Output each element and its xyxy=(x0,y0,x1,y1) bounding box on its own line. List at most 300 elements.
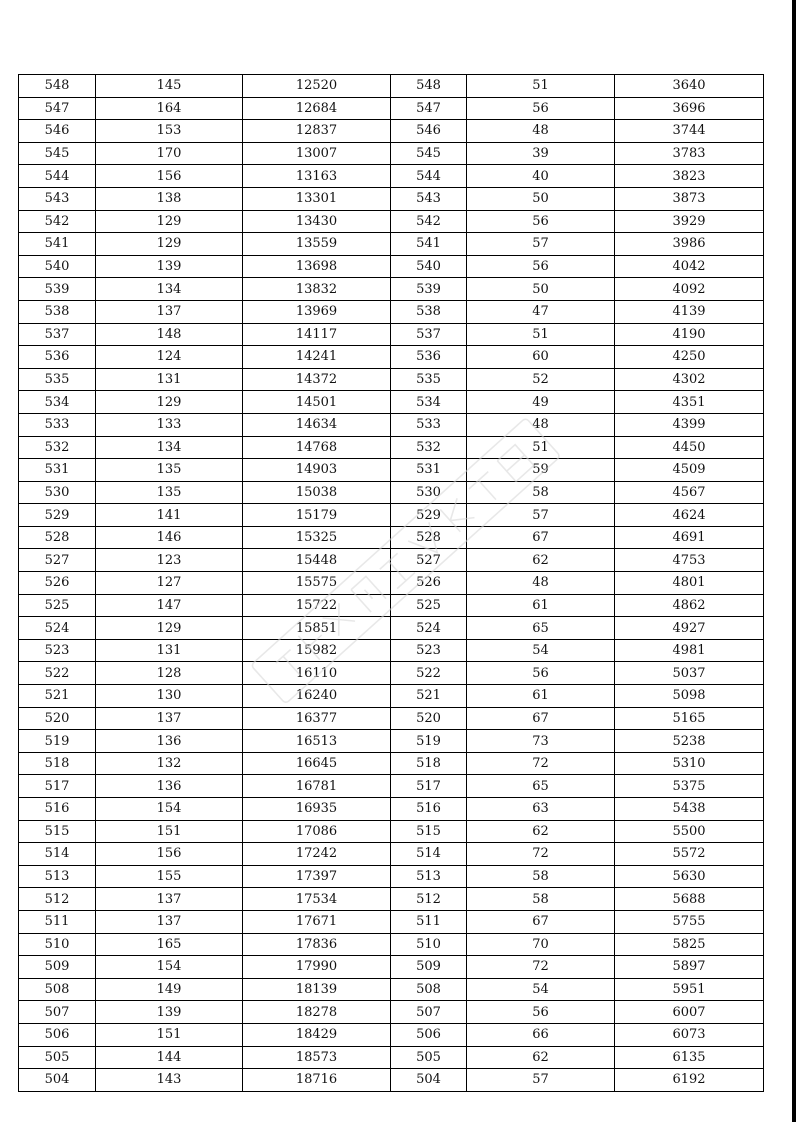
table-cell: 518 xyxy=(19,752,96,775)
table-cell: 4927 xyxy=(615,617,764,640)
table-row xyxy=(19,142,764,165)
table-cell: 536 xyxy=(19,346,96,369)
table-cell: 3873 xyxy=(615,187,764,210)
table-cell: 3640 xyxy=(615,75,764,98)
table-cell: 135 xyxy=(96,459,243,482)
table-row xyxy=(19,978,764,1001)
table-cell: 144 xyxy=(96,1046,243,1069)
table-cell: 6135 xyxy=(615,1046,764,1069)
table-cell: 14372 xyxy=(243,368,391,391)
table-cell: 15575 xyxy=(243,572,391,595)
table-cell: 58 xyxy=(467,481,615,504)
table-cell: 505 xyxy=(19,1046,96,1069)
table-cell: 4399 xyxy=(615,413,764,436)
table-cell: 130 xyxy=(96,685,243,708)
table-cell: 16240 xyxy=(243,685,391,708)
table-cell: 12837 xyxy=(243,120,391,143)
table-cell: 6192 xyxy=(615,1069,764,1092)
table-cell: 70 xyxy=(467,933,615,956)
table-cell: 5098 xyxy=(615,685,764,708)
table-cell: 62 xyxy=(467,820,615,843)
table-cell: 531 xyxy=(19,459,96,482)
table-cell: 164 xyxy=(96,97,243,120)
table-cell: 518 xyxy=(391,752,467,775)
table-row xyxy=(19,956,764,979)
table-cell: 48 xyxy=(467,413,615,436)
table-cell: 16377 xyxy=(243,707,391,730)
table-row xyxy=(19,300,764,323)
table-cell: 139 xyxy=(96,1001,243,1024)
table-cell: 145 xyxy=(96,75,243,98)
table-cell: 524 xyxy=(19,617,96,640)
table-cell: 533 xyxy=(391,413,467,436)
table-cell: 136 xyxy=(96,775,243,798)
table-row xyxy=(19,549,764,572)
table-cell: 136 xyxy=(96,730,243,753)
table-cell: 5951 xyxy=(615,978,764,1001)
table-cell: 5165 xyxy=(615,707,764,730)
table-cell: 540 xyxy=(391,255,467,278)
table-row xyxy=(19,120,764,143)
table-cell: 520 xyxy=(391,707,467,730)
table-cell: 512 xyxy=(391,888,467,911)
table-cell: 59 xyxy=(467,459,615,482)
table-cell: 154 xyxy=(96,956,243,979)
table-cell: 134 xyxy=(96,278,243,301)
table-cell: 62 xyxy=(467,549,615,572)
table-cell: 63 xyxy=(467,798,615,821)
table-cell: 530 xyxy=(19,481,96,504)
table-cell: 544 xyxy=(19,165,96,188)
table-cell: 135 xyxy=(96,481,243,504)
table-cell: 18573 xyxy=(243,1046,391,1069)
table-cell: 56 xyxy=(467,255,615,278)
table-cell: 40 xyxy=(467,165,615,188)
table-row xyxy=(19,278,764,301)
table-cell: 15179 xyxy=(243,504,391,527)
table-cell: 526 xyxy=(19,572,96,595)
table-cell: 62 xyxy=(467,1046,615,1069)
table-cell: 520 xyxy=(19,707,96,730)
table-cell: 149 xyxy=(96,978,243,1001)
table-cell: 57 xyxy=(467,1069,615,1092)
table-row xyxy=(19,75,764,98)
table-cell: 13832 xyxy=(243,278,391,301)
table-row xyxy=(19,685,764,708)
table-cell: 39 xyxy=(467,142,615,165)
table-cell: 510 xyxy=(19,933,96,956)
table-cell: 129 xyxy=(96,233,243,256)
table-cell: 60 xyxy=(467,346,615,369)
table-cell: 544 xyxy=(391,165,467,188)
table-body xyxy=(19,75,764,1092)
table-cell: 16645 xyxy=(243,752,391,775)
table-cell: 5755 xyxy=(615,910,764,933)
table-cell: 127 xyxy=(96,572,243,595)
table-cell: 146 xyxy=(96,526,243,549)
table-cell: 524 xyxy=(391,617,467,640)
table-cell: 517 xyxy=(391,775,467,798)
table-cell: 16513 xyxy=(243,730,391,753)
table-row xyxy=(19,888,764,911)
table-cell: 48 xyxy=(467,572,615,595)
table-cell: 547 xyxy=(391,97,467,120)
table-cell: 4801 xyxy=(615,572,764,595)
table-cell: 522 xyxy=(391,662,467,685)
table-row xyxy=(19,730,764,753)
table-cell: 504 xyxy=(19,1069,96,1092)
table-cell: 4302 xyxy=(615,368,764,391)
table-cell: 534 xyxy=(19,391,96,414)
table-cell: 525 xyxy=(391,594,467,617)
table-cell: 5438 xyxy=(615,798,764,821)
table-cell: 506 xyxy=(19,1023,96,1046)
table-cell: 5037 xyxy=(615,662,764,685)
table-cell: 548 xyxy=(391,75,467,98)
page-right-border xyxy=(792,0,796,1122)
table-cell: 5688 xyxy=(615,888,764,911)
table-cell: 532 xyxy=(19,436,96,459)
table-row xyxy=(19,752,764,775)
table-row xyxy=(19,187,764,210)
table-cell: 72 xyxy=(467,752,615,775)
table-cell: 539 xyxy=(391,278,467,301)
table-cell: 511 xyxy=(19,910,96,933)
table-cell: 49 xyxy=(467,391,615,414)
table-cell: 5572 xyxy=(615,843,764,866)
table-cell: 528 xyxy=(391,526,467,549)
table-cell: 61 xyxy=(467,594,615,617)
table-cell: 529 xyxy=(391,504,467,527)
table-cell: 529 xyxy=(19,504,96,527)
table-cell: 535 xyxy=(19,368,96,391)
table-cell: 4624 xyxy=(615,504,764,527)
table-cell: 15038 xyxy=(243,481,391,504)
table-cell: 3929 xyxy=(615,210,764,233)
table-cell: 15982 xyxy=(243,639,391,662)
table-cell: 17086 xyxy=(243,820,391,843)
table-cell: 147 xyxy=(96,594,243,617)
table-row xyxy=(19,165,764,188)
table-cell: 51 xyxy=(467,436,615,459)
table-row xyxy=(19,368,764,391)
table-cell: 514 xyxy=(391,843,467,866)
table-cell: 538 xyxy=(391,300,467,323)
table-cell: 4981 xyxy=(615,639,764,662)
table-cell: 3783 xyxy=(615,142,764,165)
table-cell: 67 xyxy=(467,707,615,730)
table-cell: 137 xyxy=(96,888,243,911)
table-row xyxy=(19,933,764,956)
table-cell: 510 xyxy=(391,933,467,956)
table-cell: 18716 xyxy=(243,1069,391,1092)
table-row xyxy=(19,843,764,866)
table-cell: 12684 xyxy=(243,97,391,120)
table-row xyxy=(19,707,764,730)
table-row xyxy=(19,526,764,549)
table-cell: 15722 xyxy=(243,594,391,617)
table-cell: 4250 xyxy=(615,346,764,369)
table-row xyxy=(19,504,764,527)
table-cell: 128 xyxy=(96,662,243,685)
table-cell: 4862 xyxy=(615,594,764,617)
table-row xyxy=(19,346,764,369)
table-cell: 13969 xyxy=(243,300,391,323)
table-cell: 14634 xyxy=(243,413,391,436)
table-cell: 507 xyxy=(19,1001,96,1024)
table-cell: 131 xyxy=(96,639,243,662)
table-cell: 141 xyxy=(96,504,243,527)
table-cell: 547 xyxy=(19,97,96,120)
table-cell: 47 xyxy=(467,300,615,323)
table-cell: 137 xyxy=(96,707,243,730)
table-cell: 17671 xyxy=(243,910,391,933)
table-cell: 14501 xyxy=(243,391,391,414)
table-row xyxy=(19,459,764,482)
table-cell: 540 xyxy=(19,255,96,278)
table-cell: 153 xyxy=(96,120,243,143)
table-cell: 72 xyxy=(467,956,615,979)
table-cell: 519 xyxy=(391,730,467,753)
table-cell: 543 xyxy=(391,187,467,210)
table-cell: 519 xyxy=(19,730,96,753)
table-cell: 512 xyxy=(19,888,96,911)
table-cell: 51 xyxy=(467,323,615,346)
table-cell: 138 xyxy=(96,187,243,210)
table-cell: 4450 xyxy=(615,436,764,459)
table-cell: 3823 xyxy=(615,165,764,188)
table-cell: 5825 xyxy=(615,933,764,956)
table-cell: 533 xyxy=(19,413,96,436)
table-cell: 129 xyxy=(96,391,243,414)
table-cell: 67 xyxy=(467,910,615,933)
table-cell: 516 xyxy=(19,798,96,821)
table-cell: 156 xyxy=(96,165,243,188)
table-row xyxy=(19,662,764,685)
table-cell: 51 xyxy=(467,75,615,98)
table-cell: 4753 xyxy=(615,549,764,572)
table-cell: 6007 xyxy=(615,1001,764,1024)
table-cell: 6073 xyxy=(615,1023,764,1046)
table-cell: 58 xyxy=(467,888,615,911)
table-row xyxy=(19,572,764,595)
table-cell: 522 xyxy=(19,662,96,685)
table-cell: 535 xyxy=(391,368,467,391)
table-cell: 50 xyxy=(467,278,615,301)
table-row xyxy=(19,391,764,414)
table-cell: 515 xyxy=(391,820,467,843)
table-row xyxy=(19,233,764,256)
table-cell: 14768 xyxy=(243,436,391,459)
table-cell: 151 xyxy=(96,820,243,843)
table-cell: 516 xyxy=(391,798,467,821)
table-row xyxy=(19,255,764,278)
table-row xyxy=(19,97,764,120)
table-cell: 15448 xyxy=(243,549,391,572)
table-cell: 517 xyxy=(19,775,96,798)
table-cell: 537 xyxy=(391,323,467,346)
table-cell: 12520 xyxy=(243,75,391,98)
table-cell: 521 xyxy=(391,685,467,708)
table-cell: 13698 xyxy=(243,255,391,278)
table-cell: 154 xyxy=(96,798,243,821)
table-cell: 525 xyxy=(19,594,96,617)
table-cell: 537 xyxy=(19,323,96,346)
table-cell: 14117 xyxy=(243,323,391,346)
table-cell: 521 xyxy=(19,685,96,708)
table-cell: 124 xyxy=(96,346,243,369)
table-row xyxy=(19,1069,764,1092)
table-cell: 527 xyxy=(391,549,467,572)
table-cell: 515 xyxy=(19,820,96,843)
table-cell: 58 xyxy=(467,865,615,888)
table-cell: 17242 xyxy=(243,843,391,866)
table-cell: 504 xyxy=(391,1069,467,1092)
table-row xyxy=(19,639,764,662)
table-cell: 56 xyxy=(467,210,615,233)
table-row xyxy=(19,1001,764,1024)
table-cell: 534 xyxy=(391,391,467,414)
score-distribution-table xyxy=(18,74,764,1092)
table-cell: 526 xyxy=(391,572,467,595)
table-cell: 548 xyxy=(19,75,96,98)
table-row xyxy=(19,594,764,617)
table-cell: 5897 xyxy=(615,956,764,979)
table-cell: 65 xyxy=(467,775,615,798)
table-cell: 511 xyxy=(391,910,467,933)
table-cell: 513 xyxy=(19,865,96,888)
table-cell: 18429 xyxy=(243,1023,391,1046)
table-cell: 539 xyxy=(19,278,96,301)
table-cell: 155 xyxy=(96,865,243,888)
table-cell: 57 xyxy=(467,504,615,527)
table-row xyxy=(19,865,764,888)
table-row xyxy=(19,1046,764,1069)
table-cell: 17990 xyxy=(243,956,391,979)
table-cell: 134 xyxy=(96,436,243,459)
table-cell: 4190 xyxy=(615,323,764,346)
table-cell: 13430 xyxy=(243,210,391,233)
table-row xyxy=(19,617,764,640)
table-cell: 131 xyxy=(96,368,243,391)
table-cell: 5500 xyxy=(615,820,764,843)
table-cell: 5310 xyxy=(615,752,764,775)
table-cell: 541 xyxy=(19,233,96,256)
table-cell: 148 xyxy=(96,323,243,346)
table-cell: 4691 xyxy=(615,526,764,549)
table-cell: 170 xyxy=(96,142,243,165)
table-cell: 17534 xyxy=(243,888,391,911)
table-cell: 151 xyxy=(96,1023,243,1046)
table-cell: 527 xyxy=(19,549,96,572)
table-cell: 4092 xyxy=(615,278,764,301)
table-cell: 523 xyxy=(391,639,467,662)
table-cell: 546 xyxy=(391,120,467,143)
table-cell: 123 xyxy=(96,549,243,572)
table-cell: 507 xyxy=(391,1001,467,1024)
table-cell: 4042 xyxy=(615,255,764,278)
table-cell: 5630 xyxy=(615,865,764,888)
table-cell: 4351 xyxy=(615,391,764,414)
table-cell: 165 xyxy=(96,933,243,956)
table-cell: 541 xyxy=(391,233,467,256)
table-cell: 156 xyxy=(96,843,243,866)
table-cell: 16935 xyxy=(243,798,391,821)
table-row xyxy=(19,798,764,821)
table-cell: 509 xyxy=(391,956,467,979)
table-cell: 546 xyxy=(19,120,96,143)
table-cell: 508 xyxy=(19,978,96,1001)
table-cell: 61 xyxy=(467,685,615,708)
table-cell: 5238 xyxy=(615,730,764,753)
table-cell: 536 xyxy=(391,346,467,369)
table-cell: 514 xyxy=(19,843,96,866)
table-cell: 129 xyxy=(96,617,243,640)
table-cell: 137 xyxy=(96,910,243,933)
table-cell: 15851 xyxy=(243,617,391,640)
table-row xyxy=(19,210,764,233)
table-row xyxy=(19,775,764,798)
table-cell: 18278 xyxy=(243,1001,391,1024)
table-cell: 532 xyxy=(391,436,467,459)
table-cell: 143 xyxy=(96,1069,243,1092)
table-cell: 16781 xyxy=(243,775,391,798)
table-cell: 3744 xyxy=(615,120,764,143)
table-cell: 543 xyxy=(19,187,96,210)
table-cell: 513 xyxy=(391,865,467,888)
table-cell: 52 xyxy=(467,368,615,391)
table-cell: 133 xyxy=(96,413,243,436)
table-cell: 530 xyxy=(391,481,467,504)
table-cell: 72 xyxy=(467,843,615,866)
table-row xyxy=(19,820,764,843)
table-cell: 56 xyxy=(467,97,615,120)
table-cell: 545 xyxy=(19,142,96,165)
table-cell: 13007 xyxy=(243,142,391,165)
table-row xyxy=(19,323,764,346)
table-cell: 538 xyxy=(19,300,96,323)
table-cell: 67 xyxy=(467,526,615,549)
table-cell: 545 xyxy=(391,142,467,165)
table-cell: 129 xyxy=(96,210,243,233)
table-cell: 505 xyxy=(391,1046,467,1069)
table-cell: 66 xyxy=(467,1023,615,1046)
table-cell: 137 xyxy=(96,300,243,323)
table-cell: 16110 xyxy=(243,662,391,685)
table-row xyxy=(19,436,764,459)
table-cell: 542 xyxy=(391,210,467,233)
table-cell: 13163 xyxy=(243,165,391,188)
table-cell: 57 xyxy=(467,233,615,256)
table-cell: 5375 xyxy=(615,775,764,798)
table-cell: 14241 xyxy=(243,346,391,369)
table-cell: 15325 xyxy=(243,526,391,549)
table-row xyxy=(19,413,764,436)
table-cell: 542 xyxy=(19,210,96,233)
table-cell: 73 xyxy=(467,730,615,753)
table-cell: 506 xyxy=(391,1023,467,1046)
table-cell: 50 xyxy=(467,187,615,210)
table-cell: 4567 xyxy=(615,481,764,504)
table-cell: 17836 xyxy=(243,933,391,956)
table-cell: 17397 xyxy=(243,865,391,888)
table-row xyxy=(19,1023,764,1046)
table-cell: 523 xyxy=(19,639,96,662)
table-cell: 54 xyxy=(467,978,615,1001)
table-cell: 56 xyxy=(467,1001,615,1024)
table-cell: 509 xyxy=(19,956,96,979)
table-cell: 508 xyxy=(391,978,467,1001)
